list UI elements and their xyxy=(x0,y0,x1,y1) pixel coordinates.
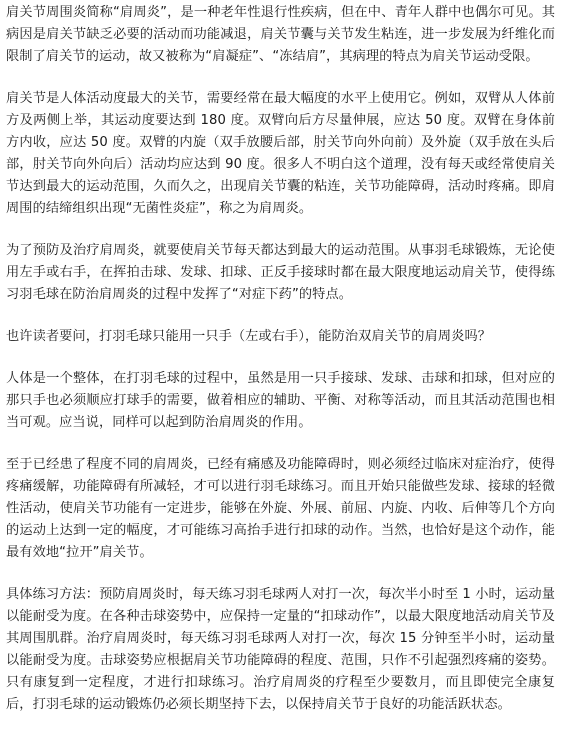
paragraph-reader-question: 也许读者要问，打羽毛球只能用一只手（左或右手），能防治双肩关节的肩周炎吗？ xyxy=(6,329,492,344)
paragraph-practice-method: 具体练习方法：预防肩周炎时，每天练习羽毛球两人对打一次，每次半小时至 1 小时，运动量以能耐受为度。在各种击球姿势中，应保持一定量的“扣球动作”，以最大限度地活动肩关节及其周围肌群。治疗肩周炎时，每天练习羽毛球两人对打一次，每次 15 分钟至半小时，运动量以能耐受为度。击球姿势应根据肩关节功能障碍的程度、范围，只作不引起强烈疼痛的姿势。只有康复到一定程度，才进行扣球练习。治疗肩周炎的疗程至少要数月，而且即使完全康复后，打羽毛球的运动锻炼仍必须长期坚持下去，以保持肩关节于良好的功能活跃状态。 xyxy=(6,587,555,712)
paragraph-definition: 肩关节周围炎简称“肩周炎”，是一种老年性退行性疾病，但在中、青年人群中也偶尔可见。其病因是肩关节缺乏必要的活动而功能减退，肩关节囊与关节发生粘连，进一步发展为纤维化而限制了肩关节的运动，故又被称为“肩凝症”、“冻结肩”，其病理的特点为肩关节运动受限。 xyxy=(6,5,555,64)
paragraph-badminton-prevention: 为了预防及治疗肩周炎，就要使肩关节每天都达到最大的运动范围。从事羽毛球锻炼，无论使用左手或右手，在挥拍击球、发球、扣球、正反手接球时都在最大限度地运动肩关节，使得练习羽毛球在防治肩周炎的过程中发挥了“对症下药”的特点。 xyxy=(6,243,555,302)
paragraph-existing-condition: 至于已经患了程度不同的肩周炎，已经有痛感及功能障碍时，则必须经过临床对症治疗，使得疼痛缓解，功能障碍有所减轻，才可以进行羽毛球练习。而且开始只能做些发球、接球的轻微性活动，使肩关节功能有一定进步，能够在外旋、外展、前屈、内旋、内收、后伸等几个方向的运动上达到一定的幅度，才可能练习高抬手进行扣球的动作。当然，也恰好是这个动作，能最有效地“拉开”肩关节。 xyxy=(6,457,555,560)
paragraph-whole-body: 人体是一个整体，在打羽毛球的过程中，虽然是用一只手接球、发球、击球和扣球，但对应的那只手也必须顺应打球手的需要，做着相应的辅助、平衡、对称等活动，而且其活动范围也相当可观。应当说，同样可以起到防治肩周炎的作用。 xyxy=(6,371,555,430)
paragraph-shoulder-range: 肩关节是人体活动度最大的关节，需要经常在最大幅度的水平上使用它。例如，双臂从人体前方及两侧上举，其运动度要达到 180 度。双臂向后方尽量伸展，应达 50 度。双臂在身体前方内收，应达 50 度。双臂的内旋（双手放腰后部，肘关节向外向前）及外旋（双手放在头后部，肘关节向外向后）活动均应达到 90 度。很多人不明白这个道理，没有每天或经常使肩关节达到最大的运动范围，久而久之，出现肩关节囊的粘连，关节功能障碍，活动时疼痛。即肩周围的结缔组织出现“无菌性炎症”，称之为肩周炎。 xyxy=(6,91,555,216)
